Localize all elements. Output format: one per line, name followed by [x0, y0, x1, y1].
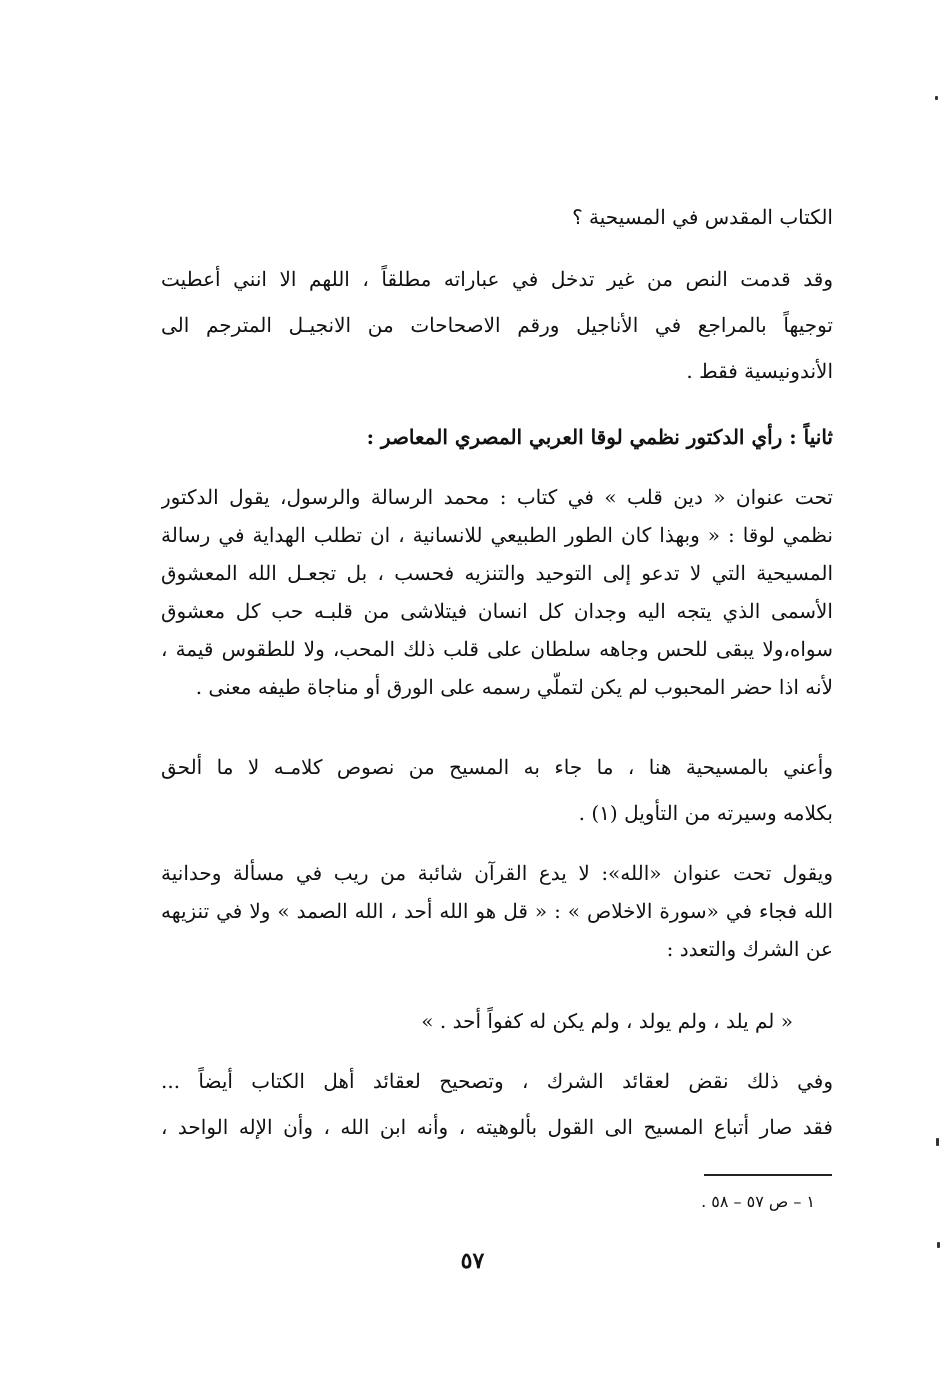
paragraph-meaning [161, 744, 833, 836]
paragraph-refutation [161, 1058, 833, 1150]
footnote: ١ – ص ٥٧ – ٥٨ . [701, 1192, 815, 1211]
quran-verse [161, 998, 833, 1044]
opening-paragraph [161, 194, 833, 240]
text-line: الأندونيسية فقط . [686, 359, 833, 383]
text-line: الأسمى الذي يتجه اليه وجدان كل انسان فيتلاشى من قلبـه حب كل معشوق [161, 599, 833, 623]
text-line: عن الشرك والتعدد : [666, 937, 833, 961]
text-line: تحت عنوان « دين قلب » في كتاب : محمد الرسالة والرسول، يقول الدكتور [161, 485, 833, 509]
scan-edge-mark [936, 1138, 939, 1146]
text-line: الكتاب المقدس في المسيحية ؟ [572, 205, 833, 229]
text-line: فقد صار أتباع المسيح الى القول بألوهيته ، وأنه ابن الله ، وأن الإله الواحد ، [161, 1115, 833, 1139]
paragraph-allah [161, 854, 833, 968]
verse-text: « لم يلد ، ولم يولد ، ولم يكن له كفواً أحد . » [421, 1009, 793, 1033]
section-heading [161, 414, 833, 460]
text-line: لأنه اذا حضر المحبوب لم يكن لتملّي رسمه على الورق أو مناجاة طيفه معنى . [195, 675, 833, 699]
text-line: سواه،ولا يبقى للحس وجاهه سلطان على قلب ذلك المحب، ولا للطقوس قيمة ، [161, 637, 833, 661]
text-line: وقد قدمت النص من غير تدخل في عباراته مطلقاً ، اللهم الا انني أعطيت [161, 267, 833, 291]
page-number: ٥٧ [460, 1248, 485, 1274]
text-line: توجيهاً بالمراجع في الأناجيل ورقم الاصحاحات من الانجيـل المترجم الى [161, 313, 833, 337]
text-line: وأعني بالمسيحية هنا ، ما جاء به المسيح من نصوص كلامـه لا ما ألحق [161, 755, 833, 779]
footnote-divider [704, 1174, 832, 1176]
text-line: بكلامه وسيرته من التأويل (١) . [578, 801, 833, 825]
text-line: الله فجاء في «سورة الاخلاص » : « قل هو الله أحد ، الله الصمد » ولا في تنزيهه [161, 899, 833, 923]
text-line: وفي ذلك نقض لعقائد الشرك ، وتصحيح لعقائد أهل الكتاب أيضاً ... [161, 1069, 833, 1093]
text-line: ويقول تحت عنوان «الله»: لا يدع القرآن شائبة من ريب في مسألة وحدانية [161, 861, 833, 885]
text-line: المسيحية التي لا تدعو إلى التوحيد والتنزيه فحسب ، بل تجعـل الله المعشوق [161, 561, 833, 585]
scan-edge-mark [937, 1242, 940, 1248]
paragraph-quote-luka [161, 478, 833, 706]
paragraph-text-presentation [161, 256, 833, 394]
scan-edge-mark [935, 96, 938, 100]
heading-text: ثانياً : رأي الدكتور نظمي لوقا العربي المصري المعاصر : [366, 425, 833, 449]
text-line: نظمي لوقا : « وبهذا كان الطور الطبيعي للانسانية ، ان تطلب الهداية في رسالة [161, 523, 833, 547]
